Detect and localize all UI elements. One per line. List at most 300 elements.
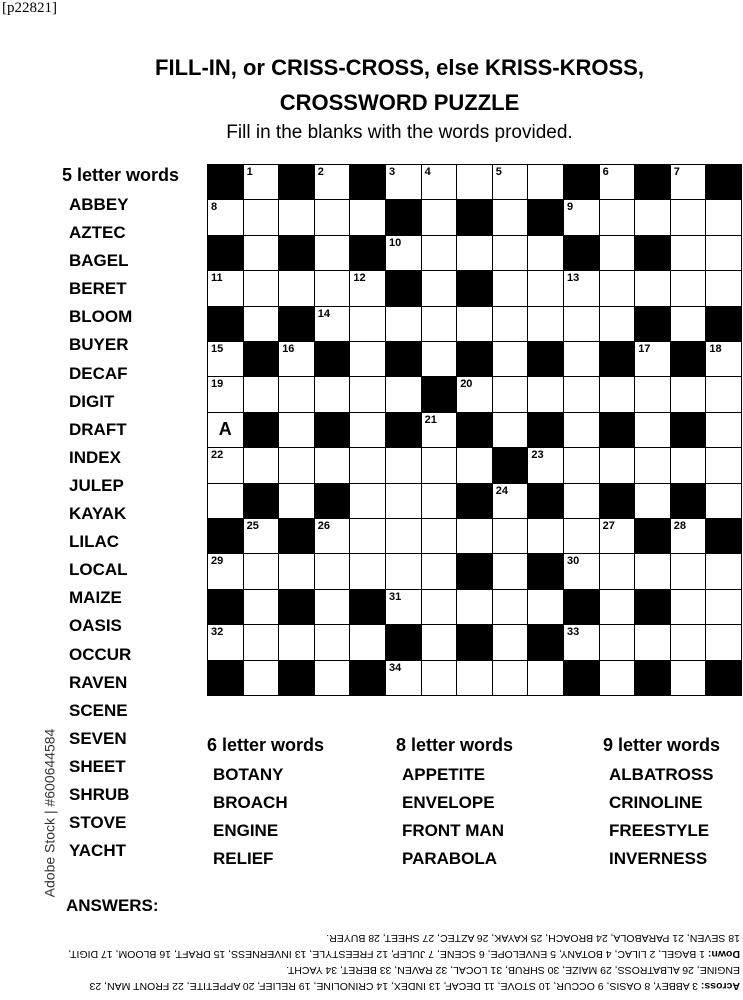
grid-cell[interactable] <box>314 660 351 696</box>
answers-across <box>60 962 740 994</box>
grid-cell[interactable] <box>456 518 493 554</box>
puzzle-title-line2: CROSSWORD PUZZLE <box>279 90 520 115</box>
black-cell <box>527 199 564 235</box>
grid-cell[interactable] <box>492 376 529 412</box>
black-cell <box>634 306 671 342</box>
grid-cell[interactable] <box>599 589 636 625</box>
list-header: 6 letter words <box>207 735 325 755</box>
grid-cell[interactable] <box>385 518 422 554</box>
grid-cell[interactable] <box>349 199 386 235</box>
grid-cell[interactable] <box>421 447 458 483</box>
grid-cell[interactable] <box>314 376 351 412</box>
grid-cell[interactable] <box>563 412 600 448</box>
list-item: BROACH <box>213 793 288 812</box>
grid-cell[interactable] <box>492 660 529 696</box>
grid-cell[interactable] <box>670 553 707 589</box>
given-letter: A <box>218 418 232 439</box>
grid-cell[interactable] <box>278 624 315 660</box>
black-cell <box>634 660 671 696</box>
grid-cell[interactable] <box>243 447 280 483</box>
grid-cell[interactable] <box>243 624 280 660</box>
grid-cell[interactable] <box>243 306 280 342</box>
grid-cell[interactable] <box>670 518 707 554</box>
grid-cell[interactable] <box>278 199 315 235</box>
grid-cell[interactable] <box>207 624 244 660</box>
grid-cell[interactable] <box>670 589 707 625</box>
grid-cell[interactable] <box>385 235 422 271</box>
clue-number: 24 <box>495 484 509 497</box>
black-cell <box>278 589 315 625</box>
grid-cell[interactable] <box>634 553 671 589</box>
grid-cell[interactable] <box>563 376 600 412</box>
grid-cell[interactable] <box>492 270 529 306</box>
list-item: DRAFT <box>69 419 127 439</box>
grid-cell[interactable] <box>243 518 280 554</box>
grid-cell[interactable] <box>421 199 458 235</box>
grid-cell[interactable] <box>421 589 458 625</box>
grid-cell[interactable] <box>599 447 636 483</box>
grid-cell[interactable] <box>634 447 671 483</box>
grid-cell[interactable] <box>563 553 600 589</box>
list-header: 8 letter words <box>396 735 514 755</box>
black-cell <box>705 660 742 696</box>
grid-cell[interactable] <box>670 199 707 235</box>
grid-cell[interactable] <box>314 235 351 271</box>
black-cell <box>599 483 636 519</box>
grid-cell[interactable] <box>243 376 280 412</box>
list-item: SCENE <box>69 700 128 720</box>
grid-cell[interactable] <box>314 306 351 342</box>
grid-cell[interactable] <box>599 376 636 412</box>
black-cell <box>634 235 671 271</box>
grid-cell[interactable] <box>492 164 529 200</box>
grid-cell[interactable] <box>349 447 386 483</box>
grid-cell[interactable] <box>492 553 529 589</box>
grid-cell[interactable] <box>243 660 280 696</box>
grid-cell[interactable] <box>563 483 600 519</box>
grid-cell[interactable] <box>527 376 564 412</box>
black-cell <box>456 270 493 306</box>
clue-number: 22 <box>211 449 224 462</box>
grid-cell[interactable] <box>421 553 458 589</box>
grid-cell[interactable] <box>349 341 386 377</box>
grid-cell[interactable] <box>599 199 636 235</box>
grid-cell[interactable] <box>599 518 636 554</box>
list-item: PARABOLA <box>402 849 498 868</box>
black-cell <box>278 306 315 342</box>
grid-cell[interactable] <box>492 341 529 377</box>
black-cell <box>207 306 244 342</box>
black-cell <box>278 660 315 696</box>
black-cell <box>349 235 386 271</box>
black-cell <box>278 518 315 554</box>
down-text: 1 BAGEL, 2 LILAC, 4 BOTANY, 5 ENVELOPE, 6 SCENE, 7 JULEP, 12 FREESTYLE, 13 INVERNESS, 15 DRAFT, 16 BLOOM, 17 DIGIT, 18 SEVEN, 21 PARABOLA, 24 BROACH, 25 KAYAK, 26 AZTEC, 27 SHEET, 28 BUYER. <box>68 932 740 960</box>
grid-cell[interactable] <box>456 376 493 412</box>
grid-cell[interactable] <box>385 553 422 589</box>
grid-cell[interactable] <box>634 483 671 519</box>
grid-cell[interactable] <box>670 235 707 271</box>
eight-letter-word-list <box>396 733 513 873</box>
clue-number: 20 <box>460 378 473 391</box>
black-cell <box>456 199 493 235</box>
grid-cell[interactable] <box>563 341 600 377</box>
grid-cell[interactable] <box>421 660 458 696</box>
grid-cell[interactable] <box>421 164 458 200</box>
black-cell <box>314 483 351 519</box>
list-item: LOCAL <box>69 560 128 580</box>
black-cell <box>349 660 386 696</box>
list-item: BLOOM <box>69 307 133 327</box>
black-cell <box>670 483 707 519</box>
grid-cell[interactable] <box>527 235 564 271</box>
grid-cell[interactable] <box>492 589 529 625</box>
answers-heading: ANSWERS: <box>66 896 159 915</box>
grid-cell[interactable] <box>314 199 351 235</box>
black-cell <box>349 164 386 200</box>
black-cell <box>634 518 671 554</box>
grid-cell[interactable] <box>207 376 244 412</box>
black-cell <box>456 341 493 377</box>
black-cell <box>207 589 244 625</box>
grid-cell[interactable] <box>314 270 351 306</box>
grid-cell[interactable] <box>243 164 280 200</box>
grid-cell[interactable] <box>492 306 529 342</box>
list-item: APPETITE <box>402 765 486 784</box>
grid-cell[interactable] <box>207 270 244 306</box>
black-cell <box>243 483 280 519</box>
grid-cell[interactable] <box>492 199 529 235</box>
grid-cell[interactable] <box>278 270 315 306</box>
black-cell <box>385 341 422 377</box>
grid-cell[interactable] <box>527 447 564 483</box>
black-cell <box>207 518 244 554</box>
grid-cell[interactable] <box>314 518 351 554</box>
list-item: ENGINE <box>213 821 279 840</box>
clue-number: 12 <box>353 272 366 285</box>
grid-cell[interactable] <box>349 518 386 554</box>
list-item: OCCUR <box>69 644 132 664</box>
grid-cell[interactable] <box>527 164 564 200</box>
grid-cell[interactable] <box>705 235 742 271</box>
list-item: STOVE <box>69 813 127 833</box>
grid-cell[interactable] <box>421 306 458 342</box>
grid-cell[interactable] <box>456 660 493 696</box>
grid-cell[interactable] <box>456 589 493 625</box>
grid-cell[interactable] <box>599 306 636 342</box>
grid-cell[interactable] <box>705 412 742 448</box>
grid-cell[interactable] <box>670 376 707 412</box>
grid-cell[interactable] <box>599 270 636 306</box>
clue-number: 13 <box>567 272 580 285</box>
black-cell <box>527 341 564 377</box>
grid-cell[interactable] <box>385 483 422 519</box>
grid-cell[interactable] <box>349 376 386 412</box>
grid-cell[interactable] <box>421 518 458 554</box>
six-letter-word-list <box>207 733 324 873</box>
grid-cell[interactable] <box>563 270 600 306</box>
stock-id: Adobe Stock | #600644584 <box>41 728 58 898</box>
grid-cell[interactable] <box>670 270 707 306</box>
list-item: DECAF <box>69 363 128 383</box>
black-cell <box>385 199 422 235</box>
grid-cell[interactable] <box>599 235 636 271</box>
grid-cell[interactable] <box>670 447 707 483</box>
grid-cell[interactable] <box>207 483 244 519</box>
grid-cell[interactable] <box>599 553 636 589</box>
grid-cell[interactable] <box>705 270 742 306</box>
clue-number: 28 <box>673 520 687 532</box>
clue-number: 33 <box>567 626 580 639</box>
grid-cell[interactable] <box>207 553 244 589</box>
grid-cell[interactable] <box>278 412 315 448</box>
grid-cell[interactable] <box>527 518 564 554</box>
grid-cell[interactable] <box>207 199 244 235</box>
black-cell <box>278 235 315 271</box>
grid-cell[interactable] <box>705 624 742 660</box>
grid-cell[interactable] <box>314 553 351 589</box>
across-label: Across: <box>700 980 740 992</box>
grid-cell[interactable] <box>349 412 386 448</box>
black-cell <box>207 235 244 271</box>
black-cell <box>527 483 564 519</box>
list-item: INDEX <box>69 447 121 467</box>
grid-cell[interactable] <box>207 412 244 448</box>
black-cell <box>421 376 458 412</box>
list-item: SEVEN <box>69 728 127 748</box>
grid-cell[interactable] <box>243 553 280 589</box>
grid-cell[interactable] <box>314 447 351 483</box>
grid-cell[interactable] <box>599 624 636 660</box>
grid-cell[interactable] <box>314 624 351 660</box>
clue-number: 18 <box>709 343 722 355</box>
grid-cell[interactable] <box>599 660 636 696</box>
black-cell <box>563 660 600 696</box>
list-item: MAIZE <box>69 588 122 608</box>
grid-cell[interactable] <box>349 483 386 519</box>
clue-number: 3 <box>389 166 396 178</box>
grid-cell[interactable] <box>634 341 671 377</box>
list-item: BERET <box>69 279 127 299</box>
grid-cell[interactable] <box>314 589 351 625</box>
grid-cell[interactable] <box>349 306 386 342</box>
black-cell <box>563 235 600 271</box>
clue-number: 4 <box>424 166 431 178</box>
grid-cell[interactable] <box>563 447 600 483</box>
list-item: FREESTYLE <box>609 821 710 840</box>
black-cell <box>456 553 493 589</box>
grid-cell[interactable] <box>705 341 742 377</box>
nine-letter-word-list <box>603 733 720 873</box>
grid-cell[interactable] <box>278 447 315 483</box>
clue-number: 6 <box>602 166 609 178</box>
list-item: INVERNESS <box>609 849 708 868</box>
grid-cell[interactable] <box>243 199 280 235</box>
grid-cell[interactable] <box>705 589 742 625</box>
grid-cell[interactable] <box>705 376 742 412</box>
clue-number: 25 <box>246 520 259 532</box>
list-item: BUYER <box>69 335 129 355</box>
clue-number: 14 <box>317 307 331 320</box>
grid-cell[interactable] <box>634 376 671 412</box>
grid-cell[interactable] <box>385 447 422 483</box>
grid-cell[interactable] <box>705 199 742 235</box>
grid-cell[interactable] <box>243 235 280 271</box>
grid-cell[interactable] <box>670 624 707 660</box>
clue-number: 7 <box>673 166 680 178</box>
grid-cell[interactable] <box>207 341 244 377</box>
grid-cell[interactable] <box>385 376 422 412</box>
grid-cell[interactable] <box>705 553 742 589</box>
grid-cell[interactable] <box>599 164 636 200</box>
black-cell <box>349 589 386 625</box>
black-cell <box>563 589 600 625</box>
clue-number: 15 <box>211 343 224 355</box>
grid-cell[interactable] <box>527 270 564 306</box>
list-item: ABBEY <box>69 195 129 214</box>
black-cell <box>385 412 422 448</box>
grid-cell[interactable] <box>456 164 493 200</box>
black-cell <box>634 164 671 200</box>
grid-cell[interactable] <box>421 483 458 519</box>
crossword-grid <box>207 164 742 695</box>
grid-cell[interactable] <box>278 341 315 377</box>
grid-cell[interactable] <box>492 483 529 519</box>
clue-number: 29 <box>211 555 224 568</box>
grid-cell[interactable] <box>243 589 280 625</box>
grid-cell[interactable] <box>421 270 458 306</box>
black-cell <box>599 412 636 448</box>
black-cell <box>278 164 315 200</box>
grid-cell[interactable] <box>634 199 671 235</box>
grid-cell[interactable] <box>421 412 458 448</box>
page-id: [p22821] <box>2 0 57 16</box>
clue-number: 23 <box>531 449 544 462</box>
grid-cell[interactable] <box>421 624 458 660</box>
list-item: RELIEF <box>213 849 274 868</box>
clue-number: 30 <box>567 555 580 568</box>
black-cell <box>527 553 564 589</box>
clue-number: 26 <box>317 520 331 532</box>
black-cell <box>456 412 493 448</box>
list-item: LILAC <box>69 532 120 552</box>
clue-number: 31 <box>389 590 402 603</box>
list-item: BAGEL <box>69 251 129 271</box>
grid-cell[interactable] <box>456 306 493 342</box>
grid-cell[interactable] <box>563 306 600 342</box>
black-cell <box>705 164 742 200</box>
list-item: BOTANY <box>213 765 284 784</box>
grid-cell[interactable] <box>456 235 493 271</box>
grid-cell[interactable] <box>349 624 386 660</box>
clue-number: 2 <box>317 166 324 178</box>
grid-cell[interactable] <box>670 660 707 696</box>
grid-cell[interactable] <box>385 660 422 696</box>
black-cell <box>314 412 351 448</box>
answers-upside-down <box>60 930 740 994</box>
clue-number: 10 <box>389 236 402 249</box>
black-cell <box>527 412 564 448</box>
list-item: RAVEN <box>69 672 128 692</box>
list-item: KAYAK <box>69 504 127 524</box>
black-cell <box>243 341 280 377</box>
grid-cell[interactable] <box>492 518 529 554</box>
list-item: ALBATROSS <box>609 765 714 784</box>
grid-cell[interactable] <box>278 376 315 412</box>
grid-cell[interactable] <box>634 624 671 660</box>
black-cell <box>705 518 742 554</box>
list-item: SHRUB <box>69 784 130 804</box>
black-cell <box>563 164 600 200</box>
grid-cell[interactable] <box>314 164 351 200</box>
grid-cell[interactable] <box>670 164 707 200</box>
black-cell <box>456 483 493 519</box>
list-item: JULEP <box>69 475 124 495</box>
grid-cell[interactable] <box>634 270 671 306</box>
black-cell <box>527 624 564 660</box>
black-cell <box>670 412 707 448</box>
grid-cell[interactable] <box>705 483 742 519</box>
list-item: OASIS <box>69 616 122 636</box>
clue-number: 1 <box>246 166 253 178</box>
grid-cell[interactable] <box>492 235 529 271</box>
clue-number: 27 <box>602 520 615 532</box>
black-cell <box>705 306 742 342</box>
grid-cell[interactable] <box>421 341 458 377</box>
list-header: 5 letter words <box>62 165 180 185</box>
list-item: AZTEC <box>69 223 126 243</box>
grid-cell[interactable] <box>385 306 422 342</box>
grid-cell[interactable] <box>527 660 564 696</box>
clue-number: 9 <box>567 201 574 214</box>
clue-number: 17 <box>638 343 651 355</box>
black-cell <box>634 589 671 625</box>
clue-number: 16 <box>282 343 295 355</box>
black-cell <box>243 412 280 448</box>
black-cell <box>492 447 529 483</box>
grid-cell[interactable] <box>492 624 529 660</box>
grid-cell[interactable] <box>243 270 280 306</box>
grid-cell[interactable] <box>349 270 386 306</box>
grid-cell[interactable] <box>563 518 600 554</box>
grid-cell[interactable] <box>563 199 600 235</box>
grid-cell[interactable] <box>492 412 529 448</box>
grid-cell[interactable] <box>385 589 422 625</box>
black-cell <box>314 341 351 377</box>
black-cell <box>385 270 422 306</box>
grid-cell[interactable] <box>563 624 600 660</box>
across-text: 3 ABBEY, 8 OASIS, 9 OCCUR, 10 STOVE, 11 DECAF, 13 INDEX, 14 CRINOLINE, 19 RELIEF, 20 APPETITE, 22 FRONT MAN, 23 ENGINE, 26 ALBATROSS, 29 MAIZE, 30 SHRUB, 31 LOCAL, 32 RAVEN, 33 BERET, 34 YACHT. <box>89 964 740 992</box>
grid-cell[interactable] <box>705 447 742 483</box>
grid-cell[interactable] <box>349 553 386 589</box>
grid-cell[interactable] <box>527 589 564 625</box>
grid-cell[interactable] <box>421 235 458 271</box>
grid-cell[interactable] <box>456 447 493 483</box>
five-letter-word-list <box>62 163 179 865</box>
list-item: FRONT MAN <box>402 821 504 840</box>
grid-cell[interactable] <box>385 164 422 200</box>
grid-cell[interactable] <box>207 447 244 483</box>
clue-number: 11 <box>211 272 223 285</box>
grid-cell[interactable] <box>670 306 707 342</box>
list-item: CRINOLINE <box>609 793 703 812</box>
black-cell <box>670 341 707 377</box>
clue-number: 19 <box>211 378 224 391</box>
grid-cell[interactable] <box>527 306 564 342</box>
black-cell <box>207 660 244 696</box>
grid-cell[interactable] <box>634 412 671 448</box>
grid-cell[interactable] <box>278 553 315 589</box>
grid-cell[interactable] <box>278 483 315 519</box>
